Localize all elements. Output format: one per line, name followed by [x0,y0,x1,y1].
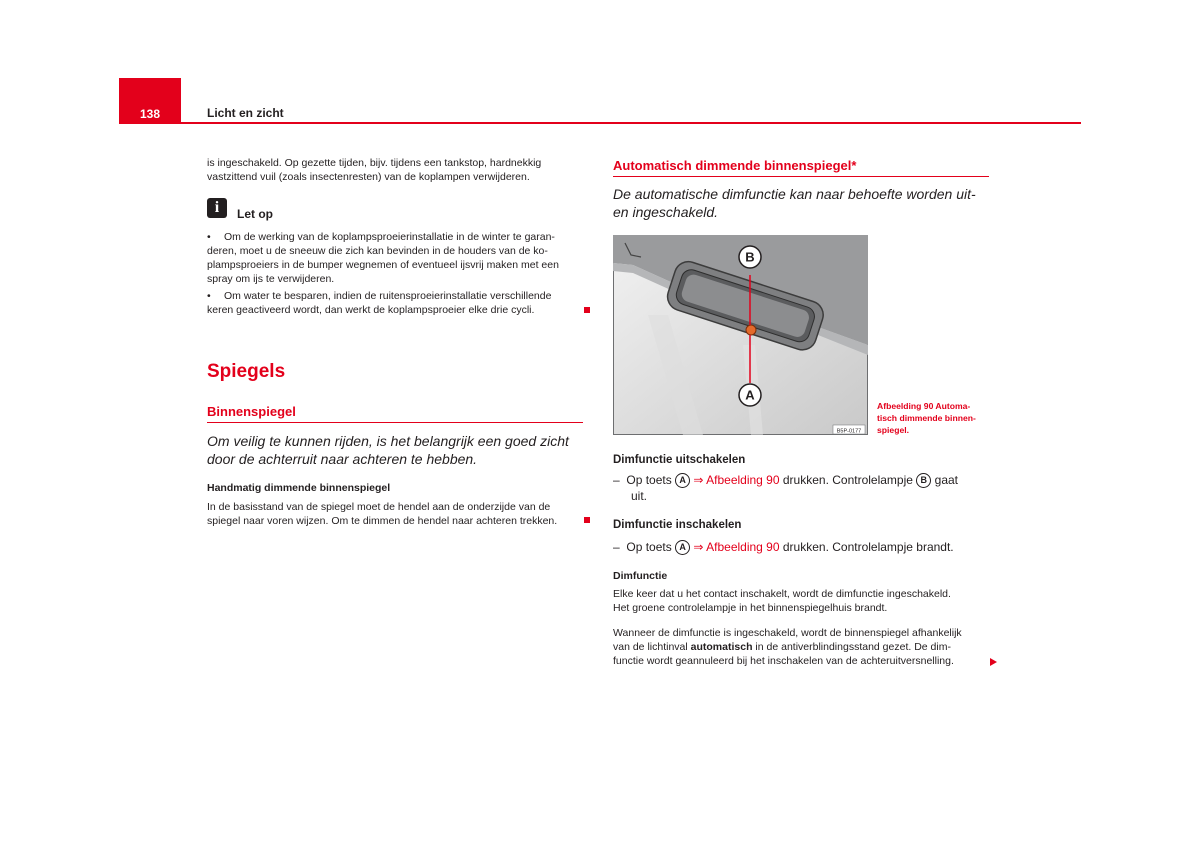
end-mark-icon [584,517,590,523]
dim-text-1-line-2: Het groene controlelampje in het binnenspiegelhuis brandt. [613,602,888,614]
subsection-title-binnenspiegel: Binnenspiegel [207,404,296,419]
continue-arrow-icon [990,658,997,666]
manual-text-line-1: In de basisstand van de spiegel moet de hendel aan de onderzijde van de [207,501,551,513]
dim-heading: Dimfunctie [613,570,668,582]
note-bullet-1-line-3: plampsproeiers in de bumper wegnemen of eventueel ijsvrij maken met een [207,259,559,271]
key-b-icon: B [916,473,931,488]
subsection-intro-line-2: door de achterruit naar achteren te hebben. [207,451,478,467]
note-bullet-2-line-2: keren geactiveerd wordt, dan werkt de koplampsproeier elke drie cycli. [207,304,535,316]
step-text: Op toets [626,540,672,554]
step-text: drukken. Controlelampje brandt. [782,540,954,554]
note-title: Let op [237,207,273,221]
on-heading: Dimfunctie inschakelen [613,519,742,531]
figure-caption-line-1: Afbeelding 90 Automa- [877,401,971,411]
text-span: van de lichtinval [613,641,688,653]
figure-caption-line-2: tisch dimmende binnen- [877,413,976,423]
mirror-illustration [613,235,868,435]
bold-text: automatisch [690,641,753,653]
chapter-title: Licht en zicht [207,106,284,120]
figure-code: B5P-0177 [836,428,862,435]
header-rule [181,122,1081,124]
note-bullet-1-line-2: deren, moet u de sneeuw die zich kan bevinden in de houders van de ko- [207,245,548,257]
off-step-line-2: uit. [631,489,648,503]
key-a-icon: A [675,473,690,488]
note-bullet-2-mark: • [207,290,211,302]
end-mark-icon [584,307,590,313]
step-dash: – [613,540,620,554]
manual-text-line-2: spiegel naar voren wijzen. Om te dimmen de hendel naar achteren trekken. [207,515,558,527]
figure-link[interactable]: ⇒ Afbeelding 90 [693,540,780,554]
step-text: Op toets [626,473,672,487]
text-span: in de antiverblindingsstand gezet. De dim- [755,641,951,653]
manual-heading: Handmatig dimmende binnenspiegel [207,482,391,494]
intro-text-line-2: vastzittend vuil (zoals insectenresten) van de koplampen verwijderen. [207,171,530,183]
note-bullet-1-line-1: Om de werking van de koplampsproeierinstallatie in de winter te garan- [224,231,555,243]
dim-text-1-line-1: Elke keer dat u het contact inschakelt, wordt de dimfunctie ingeschakeld. [613,588,951,600]
off-step [613,472,958,488]
page-number: 138 [139,107,161,121]
section-title-spiegels: Spiegels [207,361,286,382]
auto-intro-line-2: en ingeschakeld. [613,204,719,220]
step-dash: – [613,473,620,487]
subsection-intro-line-1: Om veilig te kunnen rijden, is het belangrijk een goed zicht [207,433,569,449]
off-heading: Dimfunctie uitschakelen [613,454,746,466]
step-text: gaat [934,473,958,487]
subsection-rule [207,422,583,423]
note-bullet-2-line-1: Om water te besparen, indien de ruitensproeierinstallatie verschillende [224,290,552,302]
info-i-icon: i [207,198,227,218]
dim-text-2-line-1: Wanneer de dimfunctie is ingeschakeld, wordt de binnenspiegel afhankelijk [613,627,962,639]
figure-link[interactable]: ⇒ Afbeelding 90 [693,473,780,487]
section-title-auto-dimming: Automatisch dimmende binnenspiegel* [613,158,857,173]
dim-text-2-line-3: functie wordt geannuleerd bij het inschakelen van de achteruitversnelling. [613,655,954,667]
note-bullet-1-mark: • [207,231,211,243]
dim-text-2-line-2 [613,641,951,655]
key-a-icon: A [675,540,690,555]
figure-caption-line-3: spiegel. [877,425,909,435]
intro-text-line-1: is ingeschakeld. Op gezette tijden, bijv. tijdens een tankstop, hardnekkig [207,157,542,169]
figure-label-b: B [745,249,755,265]
section-rule [613,176,989,177]
figure-label-a: A [745,387,755,403]
step-text: drukken. Controlelampje [782,473,913,487]
note-bullet-1-line-4: spray om ijs te verwijderen. [207,273,335,285]
auto-intro-line-1: De automatische dimfunctie kan naar behoefte worden uit- [613,186,976,202]
on-step [613,539,954,555]
